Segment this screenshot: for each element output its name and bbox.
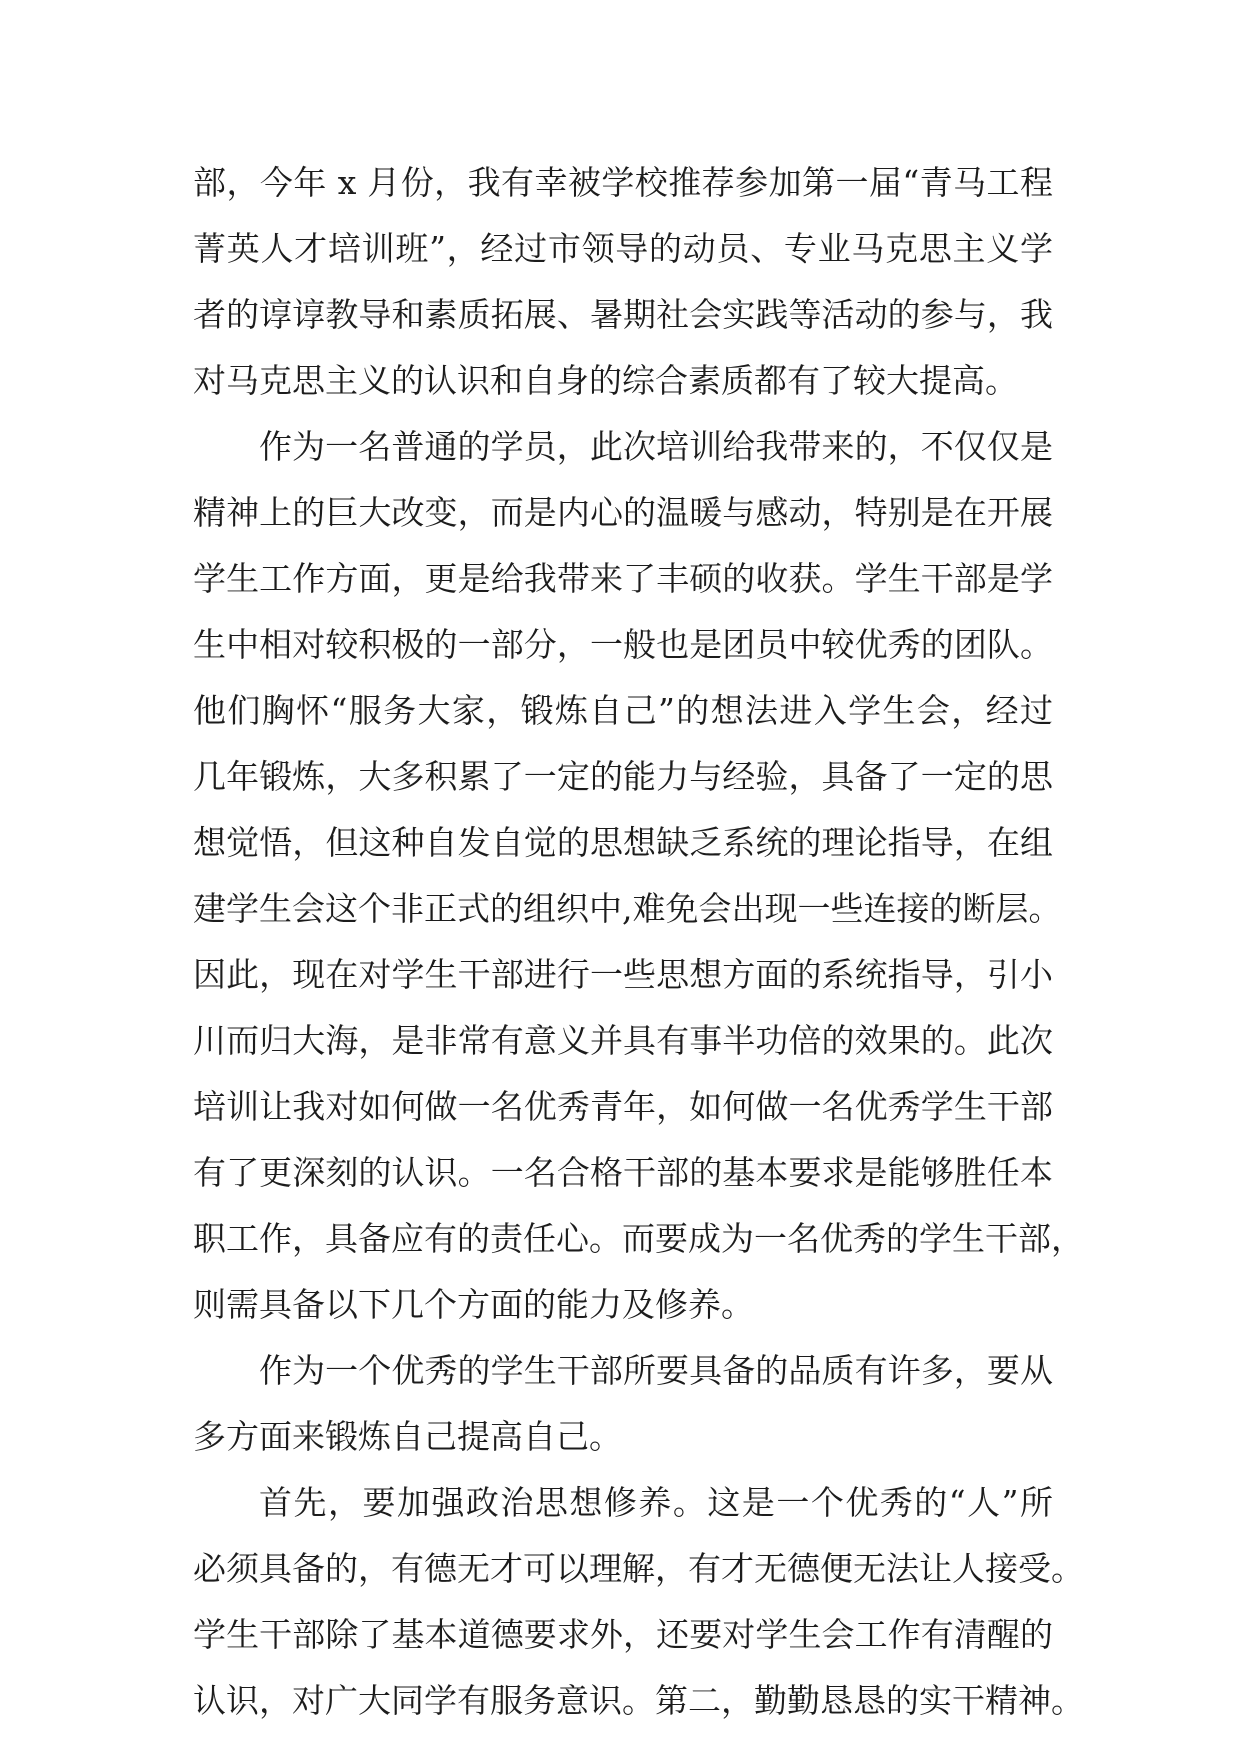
text-line: 首先，要加强政治思想修养。这是一个优秀的“人”所 (259, 1483, 1053, 1522)
text-line: 川而归大海，是非常有意义并具有事半功倍的效果的。此次 (193, 1021, 1053, 1060)
paragraph (193, 1470, 1084, 1734)
text-line: 学生工作方面，更是给我带来了丰硕的收获。学生干部是学 (193, 559, 1053, 598)
body-text (193, 150, 1084, 1734)
text-line: 生中相对较积极的一部分，一般也是团员中较优秀的团队。 (193, 625, 1053, 664)
text-line: 想觉悟，但这种自发自觉的思想缺乏系统的理论指导，在组 (193, 823, 1053, 862)
text-line: 作为一名普通的学员，此次培训给我带来的，不仅仅是 (259, 427, 1053, 466)
paragraph (193, 150, 1053, 414)
text-line: 必须具备的，有德无才可以理解，有才无德便无法让人接受。 (193, 1549, 1084, 1588)
text-line: 有了更深刻的认识。一名合格干部的基本要求是能够胜任本 (193, 1153, 1053, 1192)
text-line: 则需具备以下几个方面的能力及修养。 (193, 1285, 754, 1324)
text-line: 多方面来锻炼自己提高自己。 (193, 1417, 622, 1456)
text-line: 培训让我对如何做一名优秀青年，如何做一名优秀学生干部 (193, 1087, 1053, 1126)
paragraph (193, 1338, 1053, 1470)
text-line: 职工作，具备应有的责任心。而要成为一名优秀的学生干部， (193, 1219, 1084, 1258)
text-line: 部，今年 x 月份，我有幸被学校推荐参加第一届“青马工程 (193, 163, 1053, 202)
text-line: 者的谆谆教导和素质拓展、暑期社会实践等活动的参与，我 (193, 295, 1053, 334)
text-line: 因此，现在对学生干部进行一些思想方面的系统指导，引小 (193, 955, 1053, 994)
text-line: 认识，对广大同学有服务意识。第二，勤勤恳恳的实干精神。 (193, 1681, 1084, 1720)
text-line: 几年锻炼，大多积累了一定的能力与经验，具备了一定的思 (193, 757, 1053, 796)
text-line: 建学生会这个非正式的组织中,难免会出现一些连接的断层。 (193, 889, 1062, 928)
text-line: 精神上的巨大改变，而是内心的温暖与感动，特别是在开展 (193, 493, 1053, 532)
text-line: 作为一个优秀的学生干部所要具备的品质有许多，要从 (259, 1351, 1053, 1390)
text-line: 对马克思主义的认识和自身的综合素质都有了较大提高。 (193, 361, 1018, 400)
text-line: 菁英人才培训班”，经过市领导的动员、专业马克思主义学 (193, 229, 1053, 268)
text-line: 学生干部除了基本道德要求外，还要对学生会工作有清醒的 (193, 1615, 1053, 1654)
text-line: 他们胸怀“服务大家，锻炼自己”的想法进入学生会，经过 (193, 691, 1053, 730)
paragraph (193, 414, 1084, 1338)
